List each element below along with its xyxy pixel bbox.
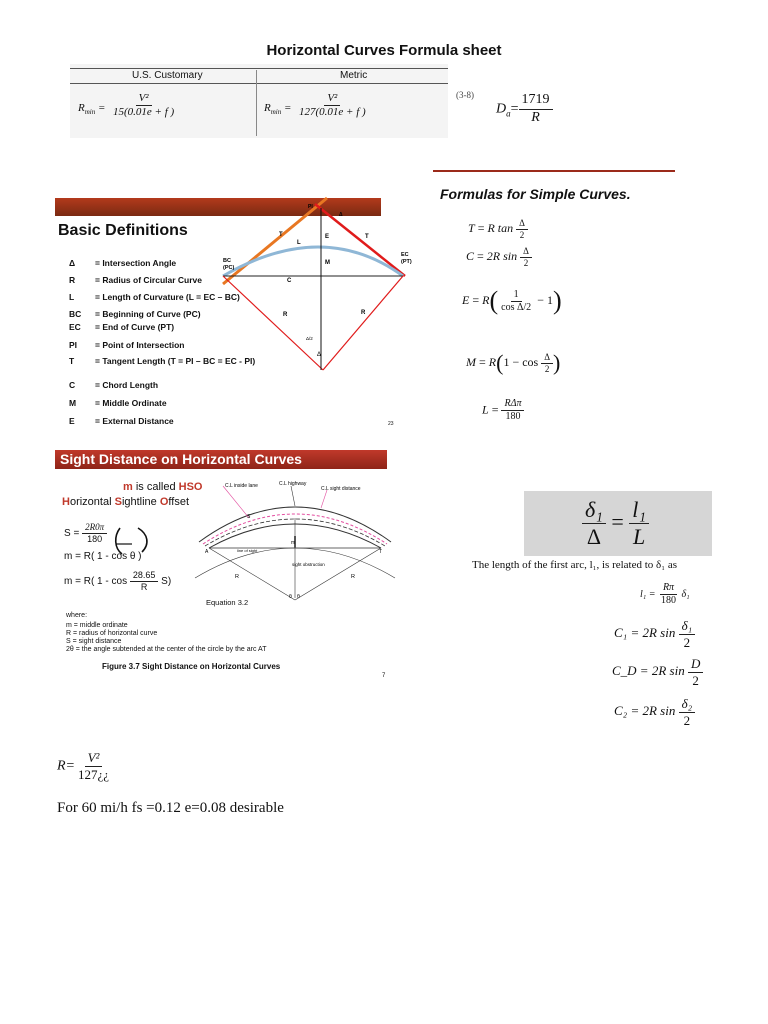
where-label: where:: [66, 612, 88, 619]
col-us-customary: U.S. Customary: [132, 70, 203, 81]
radius-right: [323, 276, 403, 370]
definition-symbol: BC: [69, 309, 82, 319]
delta-ratio-box: [524, 491, 712, 556]
basic-definitions-heading: Basic Definitions: [58, 222, 188, 239]
diagram-label-bc-sub: (PC): [223, 265, 235, 271]
da-formula: $D_a=$ $\frac{1719}{R}$: [496, 92, 553, 127]
where-line-4: 2θ = the angle subtended at the center of the circle by the arc AT: [66, 646, 267, 653]
definition-symbol: PI: [69, 340, 78, 350]
table-col-divider: [256, 70, 257, 136]
radius-left: [223, 276, 323, 370]
leader-sight: [321, 490, 327, 508]
definition-symbol: Δ: [69, 258, 76, 268]
definition-text: = Length of Curvature (L = EC – BC): [95, 292, 240, 302]
definition-row: [69, 258, 176, 268]
diagram-label-bc: BC: [223, 258, 231, 264]
definition-row: [69, 322, 174, 332]
chord-formula-c2: C₂ = 2R sin $\frac{\text{δ₂}}{2}$: [614, 696, 695, 728]
leader-inside-lane: [223, 486, 249, 518]
where-line-3: S = sight distance: [66, 638, 122, 645]
metric-rmin-label: $R_{min}$ =: [264, 102, 292, 117]
hso-expansion: Horizontal Sightline Offset: [62, 496, 190, 508]
simple-curve-diagram: [205, 198, 412, 376]
label-cl-inside: C.L inside lane: [225, 483, 258, 489]
m-formula-2: m = R( 1 - cos $\frac{28.65}{R}$ S): [64, 570, 172, 592]
definition-symbol: L: [69, 292, 75, 302]
definition-text: = Radius of Circular Curve: [95, 275, 202, 285]
equation-number: (3-8): [456, 90, 474, 100]
label-a: A: [205, 549, 209, 555]
chord-formula-cd: C_D = 2R sin $\frac{D}{2}$: [612, 656, 703, 688]
definition-text: = Beginning of Curve (PC): [95, 309, 201, 319]
radius-to-a: [209, 548, 295, 600]
diagram-label-c: C: [287, 278, 292, 284]
sight-distance-bar: Sight Distance on Horizontal Curves: [55, 450, 387, 469]
diagram-label-delta-bottom: Δ: [317, 352, 322, 358]
diagram-label-l: L: [297, 240, 301, 246]
leader-highway: [291, 486, 295, 506]
definition-row: [69, 416, 174, 426]
diagram-label-e: E: [325, 234, 330, 240]
formula-e: E = R( $\frac{1}{\text{cos Δ/2}}$ − 1): [462, 286, 562, 315]
figure-caption: Figure 3.7 Sight Distance on Horizontal Curves: [102, 662, 281, 671]
bracket-right: [138, 528, 147, 552]
formulas-title: Formulas for Simple Curves.: [440, 186, 631, 202]
delta-ratio-formula: $\frac{\text{δ₁}}{\Delta}$ = $\frac{\text{l₁}}{L}$: [582, 497, 649, 551]
label-theta-1: θ: [289, 594, 292, 600]
definition-row: [69, 340, 185, 350]
diagram-label-t-right: T: [365, 234, 369, 240]
diagram-label-delta: Δ: [339, 212, 343, 218]
diagram-label-t-left: T: [279, 232, 283, 238]
definition-symbol: T: [69, 356, 75, 366]
diagram-label-r-left: R: [283, 312, 288, 318]
r-formula: R= $\frac{\text{V²}}{127¿¿}$: [57, 750, 110, 782]
diagram-label-ec: EC: [401, 252, 409, 258]
arc-length-text: The length of the first arc, l₁, is related to δ₁ as: [472, 559, 677, 571]
definition-row: [69, 398, 167, 408]
us-rmin-label: $R_{min}$ =: [78, 102, 106, 117]
radius-to-t: [295, 548, 381, 600]
definition-text: = Intersection Angle: [95, 258, 177, 268]
diagram-label-ec-sub: (PT): [401, 259, 412, 265]
definition-text: = Middle Ordinate: [95, 398, 167, 408]
formula-c: C = 2R sin $\frac{\Delta}{2}$: [466, 246, 532, 269]
definition-symbol: C: [69, 380, 76, 390]
label-cl-highway: C.L highway: [279, 481, 307, 487]
diagram-label-m: M: [325, 260, 330, 266]
basic-definitions-slide: [55, 198, 412, 433]
definition-symbol: M: [69, 398, 77, 408]
formula-l: L = $\frac{\text{RΔπ}}{180}$: [482, 398, 524, 423]
equation-label: Equation 3.2: [206, 598, 249, 607]
definition-row: [69, 380, 158, 390]
definition-text: = Point of Intersection: [95, 340, 185, 350]
where-line-2: R = radius of horizontal curve: [66, 630, 158, 637]
definition-text: = End of Curve (PT): [95, 322, 175, 332]
definition-text: = Tangent Length (T = PI – BC = EC - PI): [95, 356, 256, 366]
label-r-left: R: [235, 574, 239, 580]
label-sight-obstruction: sight obstruction: [292, 562, 325, 567]
sight-distance-diagram: [195, 478, 395, 606]
label-theta-2: θ: [297, 594, 300, 600]
chord-formula-c1: C₁ = 2R sin $\frac{\text{δ₁}}{2}$: [614, 618, 695, 650]
label-m: m: [291, 540, 296, 546]
section-rule: [433, 170, 675, 172]
definition-row: [69, 309, 201, 319]
table-rule-top: [70, 68, 448, 69]
s-formula: S = $\frac{2R0\pi}{180}$: [64, 522, 107, 545]
label-cl-sight: C.L sight distance: [321, 486, 361, 492]
definition-row: [69, 275, 202, 285]
label-t: T: [379, 549, 383, 555]
where-line-1: m = middle ordinate: [66, 622, 128, 629]
diagram-label-half-delta: Δ/2: [306, 336, 313, 341]
label-line-of-sight: line of sight: [237, 548, 258, 553]
slide-number: 23: [388, 421, 394, 427]
formula-t: T = R tan $\frac{\Delta}{2}$: [468, 218, 528, 241]
definition-text: = External Distance: [95, 416, 174, 426]
label-r-right: R: [351, 574, 355, 580]
diagram-label-pi: PI: [308, 204, 313, 210]
formula-m: M = R(1 − cos $\frac{\Delta}{2}$ ): [466, 350, 561, 375]
page-title: Horizontal Curves Formula sheet: [266, 42, 502, 59]
label-s: S: [247, 514, 251, 520]
m-called-hso: m is called HSO: [123, 481, 203, 493]
definition-text: = Chord Length: [95, 380, 159, 390]
rmin-table: [70, 64, 448, 138]
col-metric: Metric: [340, 70, 368, 81]
definition-symbol: R: [69, 275, 76, 285]
definition-symbol: EC: [69, 322, 81, 332]
table-rule-mid: [70, 83, 448, 84]
design-note: For 60 mi/h fs =0.12 e=0.08 desirable: [57, 800, 284, 816]
arc-length-formula: l₁ = $\frac{R\pi}{180}$ δ₁: [640, 582, 690, 606]
back-tangent-line: [223, 198, 330, 284]
us-rmin-fraction: $\frac{\text{V²}}{15(0.01e + f )}$: [113, 92, 175, 119]
diagram-label-r-right: R: [361, 310, 366, 316]
metric-rmin-fraction: $\frac{\text{V²}}{127(0.01e + f )}$: [299, 92, 366, 119]
definition-symbol: E: [69, 416, 75, 426]
m-formula-1: m = R( 1 - cos θ ): [64, 551, 142, 562]
sd-page-number: 7: [382, 673, 386, 679]
